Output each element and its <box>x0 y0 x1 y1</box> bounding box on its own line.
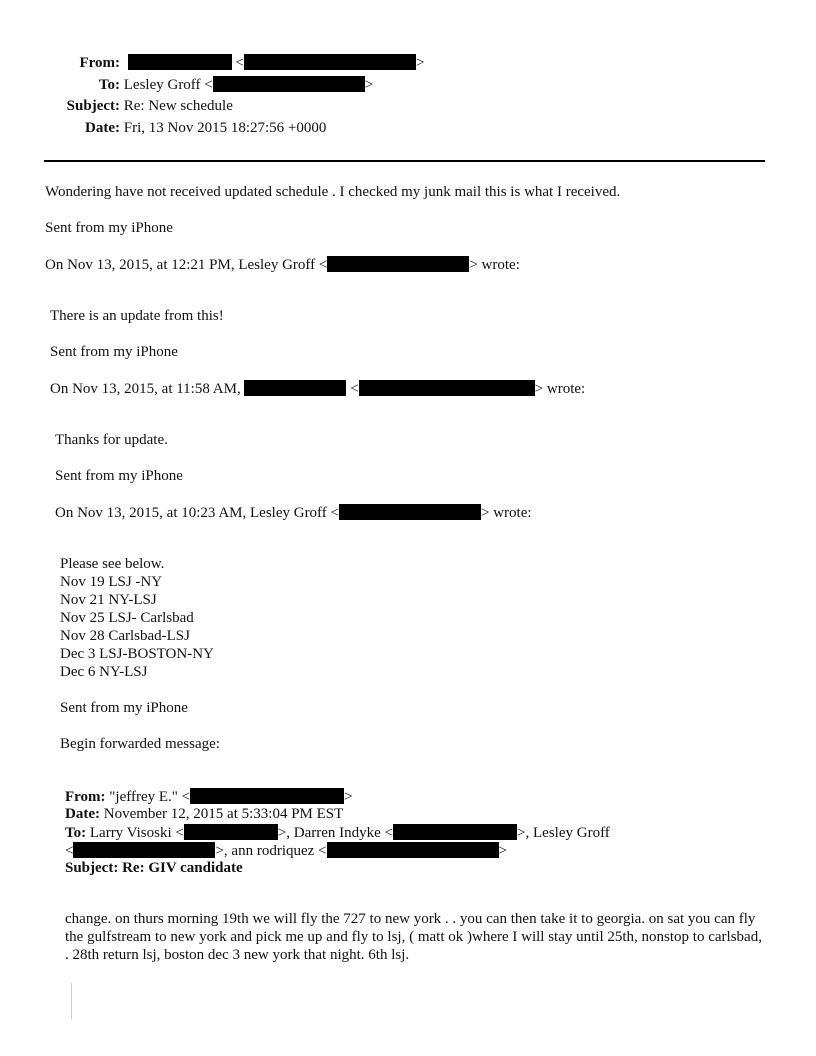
fwd-from-name: "jeffrey E." < <box>109 789 191 805</box>
angle-close: > <box>415 55 425 71</box>
header-to-row <box>0 76 373 94</box>
angle-open: < <box>235 55 244 71</box>
date-text: Fri, 13 Nov 2015 18:27:56 +0000 <box>123 120 327 136</box>
header-subject-row <box>0 98 233 115</box>
angle-close: > <box>364 77 374 93</box>
forwarded-notice: Begin forwarded message: <box>60 736 220 752</box>
angle-open: < <box>204 77 213 93</box>
header-date-row <box>0 120 326 137</box>
message-body-line: Wondering have not received updated schedule . I checked my junk mail this is what I received. <box>45 184 621 200</box>
quote1-signature: Sent from my iPhone <box>50 344 178 360</box>
reply-header-3: On Nov 13, 2015, at 10:23 AM, Lesley Groff < > wrote: <box>55 505 532 521</box>
redacted-email <box>359 380 535 396</box>
redacted-email <box>327 256 469 272</box>
schedule-item: Nov 25 LSJ- Carlsbad <box>60 610 194 626</box>
reply-header-1: On Nov 13, 2015, at 12:21 PM, Lesley Groff < > wrote: <box>45 257 520 273</box>
fwd-subject-text: Re: GIV candidate <box>122 860 243 876</box>
redacted-email <box>190 788 344 804</box>
quote-bar <box>71 983 72 1019</box>
redacted-email <box>73 842 215 858</box>
schedule-item: Nov 28 Carlsbad-LSJ <box>60 628 190 644</box>
redacted-email <box>327 842 499 858</box>
fwd-to-label: To: <box>65 825 87 841</box>
quote1-body-line: There is an update from this! <box>50 308 224 324</box>
quote3-intro: Please see below. <box>60 556 165 572</box>
schedule-item: Nov 21 NY-LSJ <box>60 592 157 608</box>
redacted-recipient-email <box>213 76 365 92</box>
redacted-email <box>393 824 517 840</box>
fwd-date-label: Date: <box>65 806 100 822</box>
header-from-row <box>0 54 424 72</box>
fwd-from-label: From: <box>65 789 106 805</box>
redacted-email <box>339 504 481 520</box>
subject-label: Subject: <box>66 98 120 114</box>
angle-open: < <box>350 381 359 397</box>
quote3-signature: Sent from my iPhone <box>60 700 188 716</box>
header-divider <box>44 160 765 162</box>
fwd-to-name-4: >, ann rodriquez < <box>215 843 327 859</box>
fwd-to-name-3: >, Lesley Groff <box>517 825 610 841</box>
redacted-sender-email <box>244 54 416 70</box>
fwd-to-row-continued: < >, ann rodriquez < > <box>65 843 507 859</box>
reply-header-2: On Nov 13, 2015, at 11:58 AM, < > wrote: <box>50 381 586 397</box>
subject-text: Re: New schedule <box>123 98 233 114</box>
redacted-email <box>184 824 278 840</box>
fwd-from-row: From: "jeffrey E." < > <box>65 789 353 805</box>
to-name: Lesley Groff <box>123 77 201 93</box>
schedule-item: Nov 19 LSJ -NY <box>60 574 163 590</box>
quote2-body-line: Thanks for update. <box>55 432 168 448</box>
redacted-sender-name <box>128 54 232 70</box>
fwd-date-text: November 12, 2015 at 5:33:04 PM EST <box>103 806 344 822</box>
to-label: To: <box>98 77 120 93</box>
message-signature: Sent from my iPhone <box>45 220 173 236</box>
quote2-signature: Sent from my iPhone <box>55 468 183 484</box>
fwd-subject-label: Subject: <box>65 860 119 876</box>
fwd-to-name-1: Larry Visoski < <box>89 825 184 841</box>
schedule-item: Dec 3 LSJ-BOSTON-NY <box>60 646 214 662</box>
fwd-date-row <box>65 806 343 823</box>
date-label: Date: <box>85 120 120 136</box>
fwd-to-row <box>65 824 610 842</box>
from-label: From: <box>79 55 120 71</box>
redacted-name <box>244 380 346 396</box>
fwd-subject-row <box>65 860 243 877</box>
fwd-to-name-2: >, Darren Indyke < <box>277 825 394 841</box>
fwd-body-text: change. on thurs morning 19th we will fly the 727 to new york . . you can then take it to georgia. on sat you can fly the gulfstream to new york and pick me up and fly to lsj, ( matt ok )where I will stay until 25th, nonstop to carlsbad, . 28th return lsj, boston dec 3 new york that night. 6th lsj. <box>65 911 762 963</box>
schedule-item: Dec 6 NY-LSJ <box>60 664 148 680</box>
